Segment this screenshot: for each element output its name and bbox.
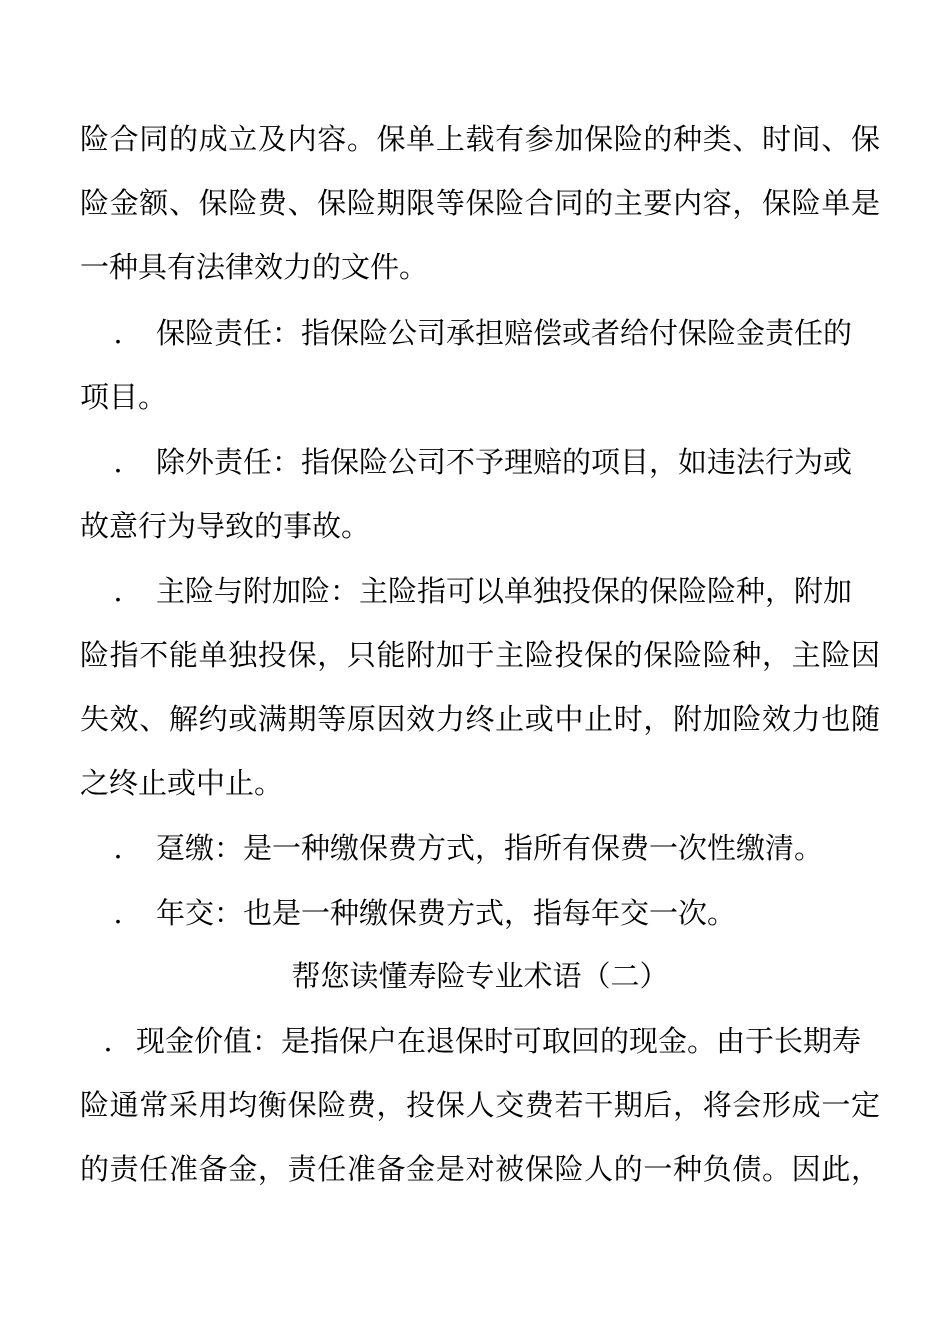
list-item <box>80 432 880 492</box>
paragraph-line: 险金额、保险费、保险期限等保险合同的主要内容，保险单是 <box>80 186 880 220</box>
bullet-marker: . <box>113 574 123 608</box>
paragraph-line: 项目。 <box>80 380 168 414</box>
item-text: 保险责任：指保险公司承担赔偿或者给付保险金责任的 <box>156 316 853 350</box>
item-text: 主险与附加险：主险指可以单独投保的保险险种，附加 <box>156 574 853 608</box>
item-text: 年交：也是一种缴保费方式，指每年交一次。 <box>156 896 737 930</box>
list-item <box>80 883 880 943</box>
bullet-marker: . <box>113 316 123 350</box>
section-heading: 帮您读懂寿险专业术语（二） <box>291 959 669 993</box>
paragraph-line: 故意行为导致的事故。 <box>80 509 371 543</box>
list-item <box>80 303 880 363</box>
item-text: 趸缴：是一种缴保费方式，指所有保费一次性缴清。 <box>156 831 824 865</box>
bullet-marker: . <box>113 896 123 930</box>
paragraph-line: 之终止或中止。 <box>80 766 284 800</box>
list-item <box>80 818 880 878</box>
bullet-marker: . <box>113 831 123 865</box>
paragraph-line: 险合同的成立及内容。保单上载有参加保险的种类、时间、保 <box>80 122 880 156</box>
paragraph-line: 失效、解约或满期等原因效力终止或中止时，附加险效力也随 <box>80 702 880 736</box>
bullet-marker: . <box>103 1024 113 1058</box>
list-item <box>80 1011 880 1071</box>
paragraph-line: 一种具有法律效力的文件。 <box>80 250 429 284</box>
paragraph-line: 的责任准备金，责任准备金是对被保险人的一种负债。因此， <box>80 1152 880 1186</box>
item-text: 现金价值：是指保户在退保时可取回的现金。由于长期寿 <box>136 1024 862 1058</box>
bullet-marker: . <box>113 445 123 479</box>
paragraph-line: 险通常采用均衡保险费，投保人交费若干期后，将会形成一定 <box>80 1088 880 1122</box>
list-item <box>80 561 880 621</box>
item-text: 除外责任：指保险公司不予理赔的项目，如违法行为或 <box>156 445 853 479</box>
paragraph-line: 险指不能单独投保，只能附加于主险投保的保险险种，主险因 <box>80 638 880 672</box>
